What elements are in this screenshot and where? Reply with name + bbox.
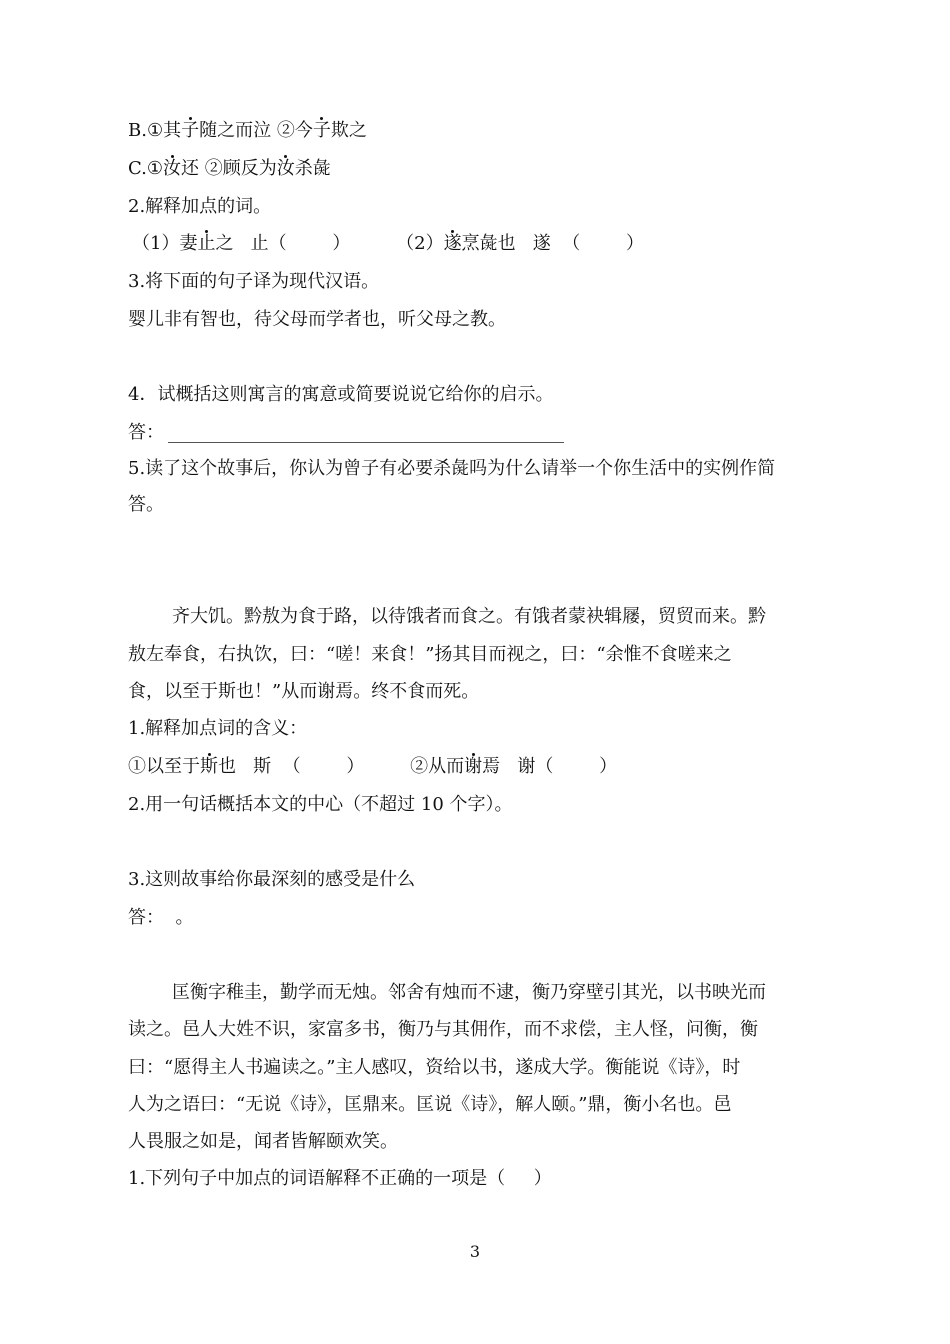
question-2-items: （1）妻止之 止（ ） （2）遂烹彘也 遂 （ ） <box>132 233 645 254</box>
passage-2-question-3: 3.这则故事给你最深刻的感受是什么 <box>128 869 416 890</box>
passage-2-line-3: 食，以至于斯也！”从而谢焉。终不食而死。 <box>128 681 480 702</box>
answer-blank <box>168 424 564 443</box>
question-5-line-2: 答。 <box>128 494 164 515</box>
passage-2-answer: 答： 。 <box>128 907 194 928</box>
question-3-text: 婴儿非有智也，待父母而学者也，听父母之教。 <box>128 309 506 330</box>
passage-3-line-5: 人畏服之如是，闻者皆解颐欢笑。 <box>128 1131 398 1152</box>
question-4-prompt: 4．试概括这则寓言的寓意或简要说说它给你的启示。 <box>128 384 554 405</box>
passage-3-line-3: 曰：“愿得主人书遍读之。”主人感叹，资给以书，遂成大学。衡能说《诗》，时 <box>128 1057 741 1078</box>
question-2-prompt: 2.解释加点的词。 <box>128 196 272 217</box>
passage-2-line-1: 齐大饥。黔敖为食于路，以待饿者而食之。有饿者蒙袂辑屦，贸贸而来。黔 <box>172 606 766 627</box>
passage-2-question-2: 2.用一句话概括本文的中心（不超过 10 个字）。 <box>128 794 513 815</box>
option-b: B.①其子随之而泣 ②今子欺之 <box>128 120 367 141</box>
question-3-prompt: 3.将下面的句子译为现代汉语。 <box>128 271 380 292</box>
question-4-answer: 答： <box>128 420 564 446</box>
passage-3-line-4: 人为之语曰：“无说《诗》，匡鼎来。匡说《诗》，解人颐。”鼎，衡小名也。邑 <box>128 1094 732 1115</box>
passage-3-line-2: 读之。邑人大姓不识，家富多书，衡乃与其佣作，而不求偿，主人怪，问衡，衡 <box>128 1019 758 1040</box>
passage-2-question-1-items: ①以至于斯也 斯 （ ） ②从而谢焉 谢（ ） <box>128 756 618 777</box>
question-5-line-1: 5.读了这个故事后，你认为曾子有必要杀彘吗为什么请举一个你生活中的实例作简 <box>128 458 776 479</box>
passage-3-line-1: 匡衡字稚圭，勤学而无烛。邻舍有烛而不逮，衡乃穿壁引其光，以书映光而 <box>172 982 766 1003</box>
passage-3-question-1: 1.下列句子中加点的词语解释不正确的一项是（ ） <box>128 1168 552 1189</box>
option-c: C.①汝还 ②顾反为汝杀彘 <box>128 158 331 179</box>
passage-2-line-2: 敖左奉食，右执饮，曰：“嗟！来食！”扬其目而视之，曰：“余惟不食嗟来之 <box>128 644 732 665</box>
passage-2-question-1: 1.解释加点词的含义： <box>128 718 308 739</box>
page-number: 3 <box>469 1242 481 1261</box>
